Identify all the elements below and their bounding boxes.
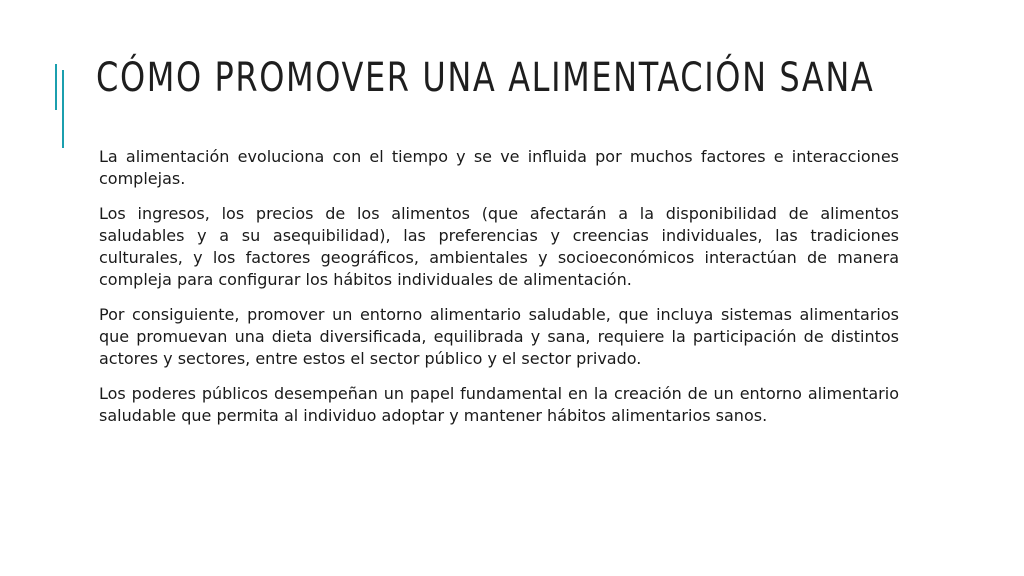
body-paragraph: Por consiguiente, promover un entorno alimentario saludable, que incluya sistemas alimentarios que promuevan una dieta diversificada, equilibrada y sana, requiere la participación de distintos actores y sectores, entre estos el sector público y el sector privado. [99, 305, 899, 368]
slide-body [99, 146, 899, 440]
body-paragraph: Los poderes públicos desempeñan un papel fundamental en la creación de un entorno alimentario saludable que permita al individuo adoptar y mantener hábitos alimentarios sanos. [99, 384, 899, 425]
title-accent-bar [55, 64, 57, 110]
body-paragraph: La alimentación evoluciona con el tiempo y se ve influida por muchos factores e interacciones complejas. [99, 147, 899, 188]
slide-title: CÓMO PROMOVER UNA ALIMENTACIÓN SANA [96, 55, 875, 101]
body-paragraph: Los ingresos, los precios de los alimentos (que afectarán a la disponibilidad de alimentos saludables y a su asequibilidad), las preferencias y creencias individuales, las tradiciones culturales, y los factores geográficos, ambientales y socioeconómicos interactúan de manera compleja para configurar los hábitos individuales de alimentación. [99, 204, 899, 289]
title-accent-bar [62, 70, 64, 148]
